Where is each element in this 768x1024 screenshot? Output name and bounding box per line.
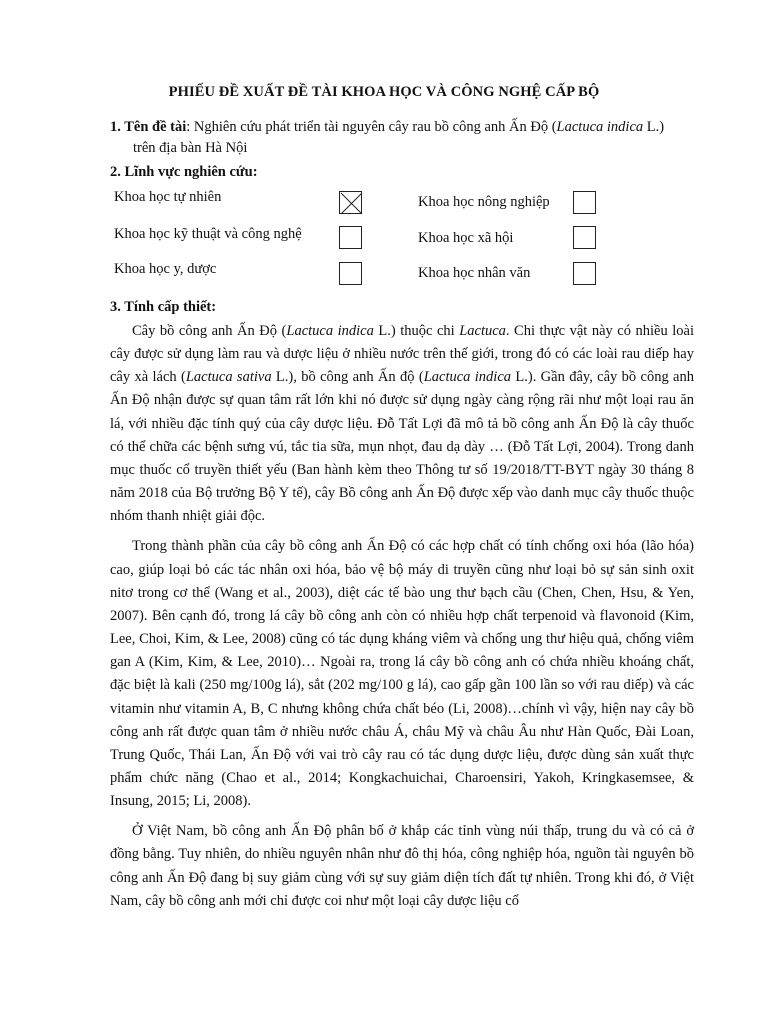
option-natural-science-label: Khoa học tự nhiên (114, 189, 222, 205)
option-engineering-label: Khoa học kỹ thuật và công nghệ (114, 226, 302, 242)
topic-text-continued: trên địa bàn Hà Nội (133, 140, 248, 156)
section-topic-name (110, 117, 700, 159)
paragraph-text: Cây bồ công anh Ấn Độ ( (132, 323, 287, 339)
paragraph-text: Ở Việt Nam, bồ công anh Ấn Độ phân bố ở khắp các tỉnh vùng núi thấp, trung du và có cả ở đồng bằng. Tuy nhiên, do nhiều nguyên nhân như đô thị hóa, công nghiệp hóa, nguồn tài nguyên bồ công anh Ấn Độ đang bị suy giảm cùng với sự suy giảm diện tích đất tự nhiên. Trong khi đó, ở Việt Nam, cây bồ công anh mới chỉ được coi như một loại cây dược liệu cổ (110, 823, 694, 909)
checkbox-medicine[interactable] (339, 262, 362, 285)
section-field-heading: 2. Lĩnh vực nghiên cứu: (110, 164, 258, 180)
urgency-body (110, 320, 694, 913)
checkbox-engineering[interactable] (339, 226, 362, 249)
section-topic-heading: 1. Tên đề tài (110, 119, 187, 135)
topic-species-italic: Lactuca indica (556, 119, 644, 135)
urgency-paragraph (110, 535, 694, 813)
species-name-italic: Lactuca sativa (185, 369, 272, 386)
checkbox-natural-science[interactable] (339, 191, 362, 214)
species-name-italic: Lactuca (459, 323, 506, 339)
checkbox-humanities[interactable] (573, 262, 596, 285)
species-name-italic: Lactuca indica (423, 369, 512, 386)
paragraph-text: . Chi thực vật này có nhiều loài cây được sử dụng làm rau và dược liệu ở nhiều nước trên thế giới, trong đó có các loài rau diếp hay cây xà lách ( (110, 323, 694, 386)
paragraph-text: L.). Gần đây, cây bồ công anh Ấn Độ nhận được sự quan tâm rất lớn khi nó được sử dụng ngày càng rộng rãi như một loại rau ăn lá, với nhiều đặc tính quý của cây dược liệu. Đỗ Tất Lợi đã mô tả bồ công anh Ấn Độ là cây thuốc có thể chữa các bệnh sưng vú, tắc tia sữa, mụn nhọt, đau dạ dày … (Đỗ Tất Lợi, 2004). Trong danh mục thuốc cổ truyền thiết yếu (Ban hành kèm theo Thông tư số 19/2018/TT-BYT ngày 30 tháng 8 năm 2018 của Bộ trưởng Bộ Y tế), cây Bồ công anh Ấn Độ được xếp vào danh mục cây thuốc thuộc nhóm thanh nhiệt giải độc. (110, 369, 694, 525)
check-x-icon (340, 192, 363, 215)
option-medicine-label: Khoa học y, dược (114, 261, 217, 277)
option-humanities-label: Khoa học nhân văn (418, 265, 531, 281)
document-title: PHIẾU ĐỀ XUẤT ĐỀ TÀI KHOA HỌC VÀ CÔNG NGHỆ CẤP BỘ (168, 84, 600, 100)
option-agriculture-label: Khoa học nông nghiệp (418, 194, 550, 210)
topic-text-b: L.) (643, 119, 665, 135)
option-social-science-label: Khoa học xã hội (418, 230, 514, 246)
urgency-paragraph (110, 820, 694, 913)
paragraph-text: L.) thuộc chi (373, 323, 460, 339)
checkbox-agriculture[interactable] (573, 191, 596, 214)
topic-text-a: : Nghiên cứu phát triển tài nguyên cây rau bồ công anh Ấn Độ ( (186, 119, 557, 135)
species-name-italic: Lactuca indica (286, 323, 374, 339)
paragraph-text: L.), bồ công anh Ấn độ ( (271, 369, 424, 386)
paragraph-text: Trong thành phần của cây bồ công anh Ấn Độ có các hợp chất có tính chống oxi hóa (lão hóa) cao, giúp loại bỏ các tác nhân oxi hóa, bảo vệ bộ máy di truyền cũng như loại bỏ sự sản sinh oxit nitơ trong cơ thể (Wang et al., 2003), diệt các tế bào ung thư bạch cầu (Chen, Chen, Hsu, & Yen, 2007). Bên cạnh đó, trong lá cây bồ công anh còn có nhiều hợp chất terpenoid và flavonoid (Kim, Lee, Choi, Kim, & Lee, 2008) cũng có tác dụng kháng viêm và chống ung thư hiệu quả, chống viêm gan A (Kim, Kim, & Lee, 2010)… Ngoài ra, trong lá cây bồ công anh có chứa nhiều khoáng chất, đặc biệt là kali (250 mg/100g lá), sắt (202 mg/100 g lá), cao gấp gần 100 lần so với rau diếp) và các vitamin như vitamin A, B, C nhưng không chứa chất béo (Li, 2008)…chính vì vậy, hiện nay cây bồ công anh rất được quan tâm ở nhiều nước châu Á, châu Mỹ và châu Âu như Hàn Quốc, Đài Loan, Trung Quốc, Thái Lan, Ấn Độ với vai trò cây rau có tác dụng dược liệu, được dùng sản xuất thực phẩm chức năng (Chao et al., 2014; Kongkachuichai, Charoensiri, Yakoh, Kringkasemsee, & Insung, 2015; Li, 2008). (110, 538, 694, 810)
checkbox-social-science[interactable] (573, 226, 596, 249)
urgency-paragraph (110, 320, 694, 528)
section-urgency-heading: 3. Tính cấp thiết: (110, 299, 217, 315)
